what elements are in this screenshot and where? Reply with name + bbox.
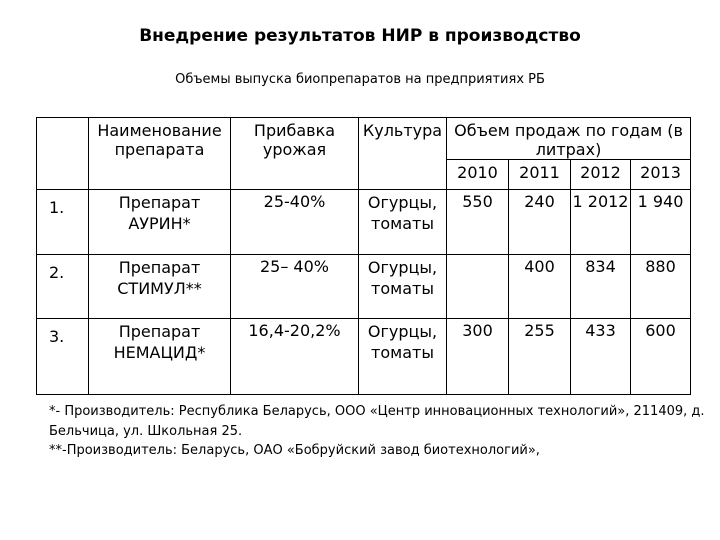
sales-2013: 600 — [631, 319, 691, 395]
row-number: 1. — [37, 190, 89, 255]
header-row — [37, 118, 691, 160]
production-table — [36, 117, 691, 395]
yield-increase: 25– 40% — [231, 255, 359, 319]
footnotes — [49, 402, 709, 461]
header-yield: Прибавка урожая — [231, 118, 359, 190]
culture: Огурцы, томаты — [359, 190, 447, 255]
preparation-name: Препарат СТИМУЛ** — [89, 255, 231, 319]
header-culture: Культура — [359, 118, 447, 190]
culture: Огурцы, томаты — [359, 319, 447, 395]
sales-2013: 1 940 — [631, 190, 691, 255]
sales-2011: 240 — [509, 190, 571, 255]
sales-2011: 400 — [509, 255, 571, 319]
row-number: 2. — [37, 255, 89, 319]
year-2010: 2010 — [447, 160, 509, 190]
row-number: 3. — [37, 319, 89, 395]
year-2011: 2011 — [509, 160, 571, 190]
table-row — [37, 319, 691, 395]
header-sales: Объем продаж по годам (в литрах) — [447, 118, 691, 160]
footnote-2: **-Производитель: Беларусь, ОАО «Бобруйский завод биотехнологий», — [49, 443, 540, 458]
yield-increase: 16,4-20,2% — [231, 319, 359, 395]
year-2013: 2013 — [631, 160, 691, 190]
page-subtitle: Объемы выпуска биопрепаратов на предприятиях РБ — [175, 72, 545, 87]
yield-increase: 25-40% — [231, 190, 359, 255]
header-name: Наименование препарата — [89, 118, 231, 190]
sales-2011: 255 — [509, 319, 571, 395]
footnote-1: *- Производитель: Республика Беларусь, ООО «Центр инновационных технологий», 211409, д. Бельчица, ул. Школьная 25. — [49, 404, 705, 439]
table-row — [37, 255, 691, 319]
table-row — [37, 190, 691, 255]
sales-2012: 433 — [571, 319, 631, 395]
sales-2012: 834 — [571, 255, 631, 319]
preparation-name: Препарат НЕМАЦИД* — [89, 319, 231, 395]
sales-2010: 550 — [447, 190, 509, 255]
sales-2013: 880 — [631, 255, 691, 319]
sales-2010: 300 — [447, 319, 509, 395]
header-num-cell — [37, 118, 89, 190]
sales-2010 — [447, 255, 509, 319]
year-2012: 2012 — [571, 160, 631, 190]
culture: Огурцы, томаты — [359, 255, 447, 319]
sales-2012: 1 2012 — [571, 190, 631, 255]
preparation-name: Препарат АУРИН* — [89, 190, 231, 255]
page-title: Внедрение результатов НИР в производство — [139, 26, 581, 46]
